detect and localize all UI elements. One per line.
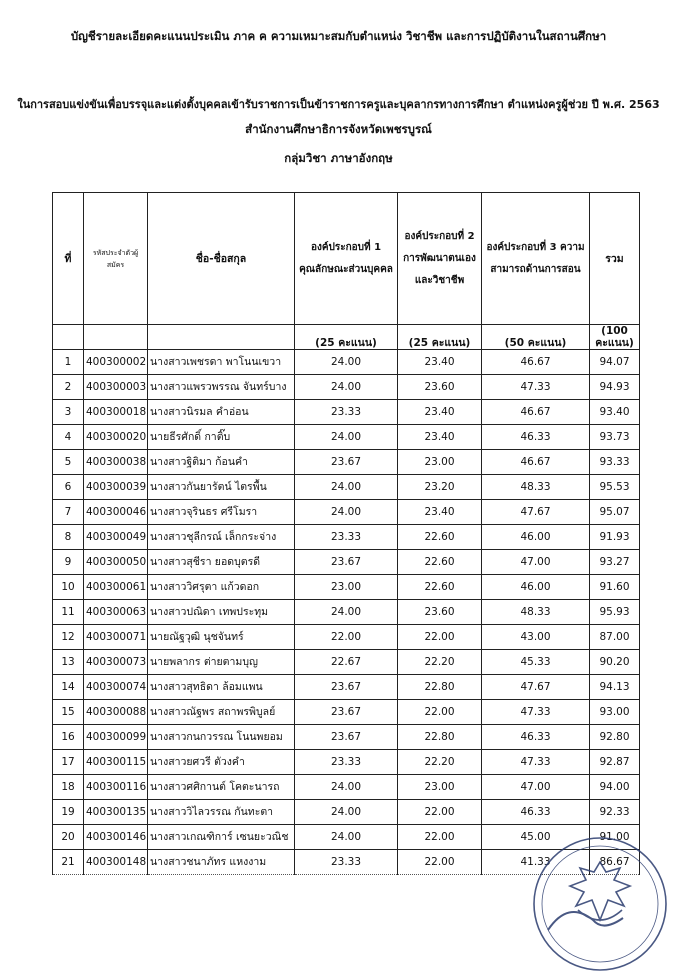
applicant-name: นายพลากร ต่ายตามบุญ <box>148 650 295 675</box>
unit-component-3: (50 คะแนน) <box>482 325 590 350</box>
table-row <box>53 475 640 500</box>
score-table <box>52 192 640 875</box>
applicant-code: 400300020 <box>84 425 148 450</box>
row-number: 5 <box>53 450 84 475</box>
applicant-code: 400300088 <box>84 700 148 725</box>
score-component-1: 24.00 <box>295 825 398 850</box>
score-component-1: 24.00 <box>295 800 398 825</box>
score-component-1: 24.00 <box>295 600 398 625</box>
applicant-code: 400300074 <box>84 675 148 700</box>
score-component-1: 24.00 <box>295 375 398 400</box>
header-name: ชื่อ-ชื่อสกุล <box>148 193 295 325</box>
unit-blank <box>84 325 148 350</box>
table-row <box>53 800 640 825</box>
score-total: 86.67 <box>590 850 640 875</box>
score-total: 93.33 <box>590 450 640 475</box>
table-row <box>53 725 640 750</box>
score-component-3: 47.67 <box>482 675 590 700</box>
row-number: 10 <box>53 575 84 600</box>
score-component-2: 22.20 <box>398 750 482 775</box>
score-component-2: 23.40 <box>398 500 482 525</box>
table-row <box>53 425 640 450</box>
score-component-1: 23.67 <box>295 550 398 575</box>
row-number: 12 <box>53 625 84 650</box>
table-row <box>53 500 640 525</box>
row-number: 15 <box>53 700 84 725</box>
row-number: 13 <box>53 650 84 675</box>
table-row <box>53 600 640 625</box>
score-total: 90.20 <box>590 650 640 675</box>
score-component-2: 22.00 <box>398 825 482 850</box>
table-row <box>53 375 640 400</box>
table-row <box>53 775 640 800</box>
unit-component-1: (25 คะแนน) <box>295 325 398 350</box>
applicant-code: 400300146 <box>84 825 148 850</box>
applicant-code: 400300115 <box>84 750 148 775</box>
score-total: 94.07 <box>590 350 640 375</box>
applicant-name: นายณัฐวุฒิ นุชจันทร์ <box>148 625 295 650</box>
row-number: 8 <box>53 525 84 550</box>
applicant-code: 400300071 <box>84 625 148 650</box>
applicant-code: 400300038 <box>84 450 148 475</box>
score-total: 93.00 <box>590 700 640 725</box>
score-component-2: 22.00 <box>398 625 482 650</box>
score-component-1: 23.67 <box>295 700 398 725</box>
score-total: 91.60 <box>590 575 640 600</box>
table-row <box>53 400 640 425</box>
score-component-1: 23.33 <box>295 400 398 425</box>
score-component-3: 47.67 <box>482 500 590 525</box>
score-component-3: 47.33 <box>482 375 590 400</box>
score-component-2: 23.00 <box>398 775 482 800</box>
applicant-name: นางสาวฐิติมา ก้อนคำ <box>148 450 295 475</box>
title-line-4: กลุ่มวิชา ภาษาอังกฤษ <box>284 151 393 165</box>
score-component-3: 43.00 <box>482 625 590 650</box>
unit-component-2: (25 คะแนน) <box>398 325 482 350</box>
applicant-code: 400300063 <box>84 600 148 625</box>
score-component-2: 23.00 <box>398 450 482 475</box>
score-component-2: 22.80 <box>398 725 482 750</box>
score-component-2: 22.60 <box>398 575 482 600</box>
row-number: 3 <box>53 400 84 425</box>
score-total: 91.93 <box>590 525 640 550</box>
row-number: 1 <box>53 350 84 375</box>
score-component-1: 23.33 <box>295 850 398 875</box>
row-number: 16 <box>53 725 84 750</box>
row-number: 6 <box>53 475 84 500</box>
score-total: 93.40 <box>590 400 640 425</box>
score-total: 95.07 <box>590 500 640 525</box>
table-row <box>53 675 640 700</box>
applicant-name: นางสาวชุลีกรณ์ เล็กกระจ่าง <box>148 525 295 550</box>
applicant-code: 400300049 <box>84 525 148 550</box>
score-component-1: 23.67 <box>295 450 398 475</box>
score-component-3: 45.33 <box>482 650 590 675</box>
unit-blank <box>53 325 84 350</box>
row-number: 21 <box>53 850 84 875</box>
score-component-1: 24.00 <box>295 475 398 500</box>
header-applicant-code: รหัสประจำตัวผู้สมัคร <box>84 193 148 325</box>
score-component-2: 22.00 <box>398 800 482 825</box>
header-total: รวม <box>590 193 640 325</box>
score-component-3: 46.67 <box>482 450 590 475</box>
score-component-2: 22.60 <box>398 525 482 550</box>
score-component-2: 23.40 <box>398 400 482 425</box>
row-number: 2 <box>53 375 84 400</box>
row-number: 9 <box>53 550 84 575</box>
applicant-code: 400300002 <box>84 350 148 375</box>
score-total: 94.00 <box>590 775 640 800</box>
header-component-3: องค์ประกอบที่ 3 ความสามารถด้านการสอน <box>482 193 590 325</box>
header-component-1: องค์ประกอบที่ 1 คุณลักษณะส่วนบุคคล <box>295 193 398 325</box>
applicant-name: นางสาวนิรมล คำอ่อน <box>148 400 295 425</box>
table-row <box>53 350 640 375</box>
score-component-2: 23.60 <box>398 600 482 625</box>
applicant-name: นางสาวเกณฑิการ์ เซนยะวณิช <box>148 825 295 850</box>
score-total: 91.00 <box>590 825 640 850</box>
score-component-3: 46.67 <box>482 400 590 425</box>
score-component-3: 45.00 <box>482 825 590 850</box>
applicant-name: นางสาวชนาภัทร แหงงาม <box>148 850 295 875</box>
applicant-code: 400300003 <box>84 375 148 400</box>
score-component-2: 23.40 <box>398 350 482 375</box>
applicant-name: นางสาวแพรวพรรณ จันทร์บาง <box>148 375 295 400</box>
header-no: ที่ <box>53 193 84 325</box>
score-component-2: 23.40 <box>398 425 482 450</box>
score-total: 93.27 <box>590 550 640 575</box>
score-component-2: 23.20 <box>398 475 482 500</box>
score-component-1: 23.00 <box>295 575 398 600</box>
score-component-3: 47.33 <box>482 750 590 775</box>
score-component-1: 23.33 <box>295 525 398 550</box>
applicant-name: นางสาวสุชีรา ยอดบุตรดี <box>148 550 295 575</box>
title-line-3: สำนักงานศึกษาธิการจังหวัดเพชรบูรณ์ <box>245 122 432 136</box>
row-number: 4 <box>53 425 84 450</box>
score-component-1: 24.00 <box>295 425 398 450</box>
score-component-1: 24.00 <box>295 775 398 800</box>
table-row <box>53 525 640 550</box>
applicant-code: 400300135 <box>84 800 148 825</box>
applicant-code: 400300061 <box>84 575 148 600</box>
applicant-code: 400300018 <box>84 400 148 425</box>
applicant-name: นางสาวเพชรดา พาโนนเขวา <box>148 350 295 375</box>
table-row <box>53 700 640 725</box>
applicant-code: 400300099 <box>84 725 148 750</box>
applicant-name: นางสาวกันยารัตน์ ไตรพื้น <box>148 475 295 500</box>
score-component-1: 22.00 <box>295 625 398 650</box>
score-total: 95.93 <box>590 600 640 625</box>
table-row <box>53 550 640 575</box>
applicant-name: นางสาวกนกวรรณ โนนพยอม <box>148 725 295 750</box>
score-component-3: 47.00 <box>482 550 590 575</box>
score-component-1: 24.00 <box>295 350 398 375</box>
applicant-code: 400300039 <box>84 475 148 500</box>
score-component-3: 41.33 <box>482 850 590 875</box>
score-total: 94.93 <box>590 375 640 400</box>
row-number: 14 <box>53 675 84 700</box>
header-component-2: องค์ประกอบที่ 2 การพัฒนาตนเองและวิชาชีพ <box>398 193 482 325</box>
score-total: 92.87 <box>590 750 640 775</box>
applicant-code: 400300116 <box>84 775 148 800</box>
applicant-name: นางสาวสุทธิดา ล้อมแพน <box>148 675 295 700</box>
score-component-2: 22.60 <box>398 550 482 575</box>
score-total: 93.73 <box>590 425 640 450</box>
score-component-2: 23.60 <box>398 375 482 400</box>
score-total: 95.53 <box>590 475 640 500</box>
score-rows <box>53 350 640 875</box>
row-number: 17 <box>53 750 84 775</box>
applicant-name: นางสาววิไลวรรณ กันทะตา <box>148 800 295 825</box>
applicant-name: นายธีรศักดิ์ กาติ๊บ <box>148 425 295 450</box>
applicant-name: นางสาวยศวรี ตัวงคำ <box>148 750 295 775</box>
score-total: 94.13 <box>590 675 640 700</box>
score-component-1: 24.00 <box>295 500 398 525</box>
applicant-name: นางสาวศศิกานต์ โคตะนารถ <box>148 775 295 800</box>
applicant-name: นางสาวณัฐพร สถาพรพิบูลย์ <box>148 700 295 725</box>
table-row <box>53 750 640 775</box>
score-component-2: 22.80 <box>398 675 482 700</box>
unit-blank <box>148 325 295 350</box>
score-component-3: 46.33 <box>482 725 590 750</box>
applicant-code: 400300073 <box>84 650 148 675</box>
table-row <box>53 625 640 650</box>
applicant-code: 400300050 <box>84 550 148 575</box>
score-component-1: 23.33 <box>295 750 398 775</box>
score-total: 92.80 <box>590 725 640 750</box>
score-component-2: 22.00 <box>398 850 482 875</box>
row-number: 20 <box>53 825 84 850</box>
score-component-3: 46.33 <box>482 800 590 825</box>
applicant-code: 400300148 <box>84 850 148 875</box>
table-row <box>53 450 640 475</box>
score-component-3: 46.33 <box>482 425 590 450</box>
score-component-3: 46.67 <box>482 350 590 375</box>
score-component-1: 23.67 <box>295 675 398 700</box>
score-component-2: 22.00 <box>398 700 482 725</box>
score-component-3: 47.00 <box>482 775 590 800</box>
unit-total: (100 คะแนน) <box>590 325 640 350</box>
score-total: 92.33 <box>590 800 640 825</box>
score-component-3: 48.33 <box>482 600 590 625</box>
score-component-3: 47.33 <box>482 700 590 725</box>
score-component-1: 23.67 <box>295 725 398 750</box>
applicant-code: 400300046 <box>84 500 148 525</box>
score-component-2: 22.20 <box>398 650 482 675</box>
row-number: 18 <box>53 775 84 800</box>
score-component-3: 48.33 <box>482 475 590 500</box>
table-row <box>53 825 640 850</box>
table-row <box>53 650 640 675</box>
score-component-3: 46.00 <box>482 575 590 600</box>
table-row <box>53 575 640 600</box>
applicant-name: นางสาววิศรุตา แก้วดอก <box>148 575 295 600</box>
title-line-1: บัญชีรายละเอียดคะแนนประเมิน ภาค ค ความเหมาะสมกับตำแหน่ง วิชาชีพ และการปฏิบัติงานในสถานศึกษา <box>70 29 607 43</box>
score-component-1: 22.67 <box>295 650 398 675</box>
row-number: 19 <box>53 800 84 825</box>
table-row <box>53 850 640 875</box>
score-total: 87.00 <box>590 625 640 650</box>
row-number: 11 <box>53 600 84 625</box>
score-component-3: 46.00 <box>482 525 590 550</box>
applicant-name: นางสาวจุรินธร ศรีโมรา <box>148 500 295 525</box>
row-number: 7 <box>53 500 84 525</box>
title-line-2: ในการสอบแข่งขันเพื่อบรรจุและแต่งตั้งบุคคลเข้ารับราชการเป็นข้าราชการครูและบุคลากรทางการศึกษา ตำแหน่งครูผู้ช่วย ปี พ.ศ. 2563 <box>17 98 660 111</box>
applicant-name: นางสาวปณิดา เทพประทุม <box>148 600 295 625</box>
